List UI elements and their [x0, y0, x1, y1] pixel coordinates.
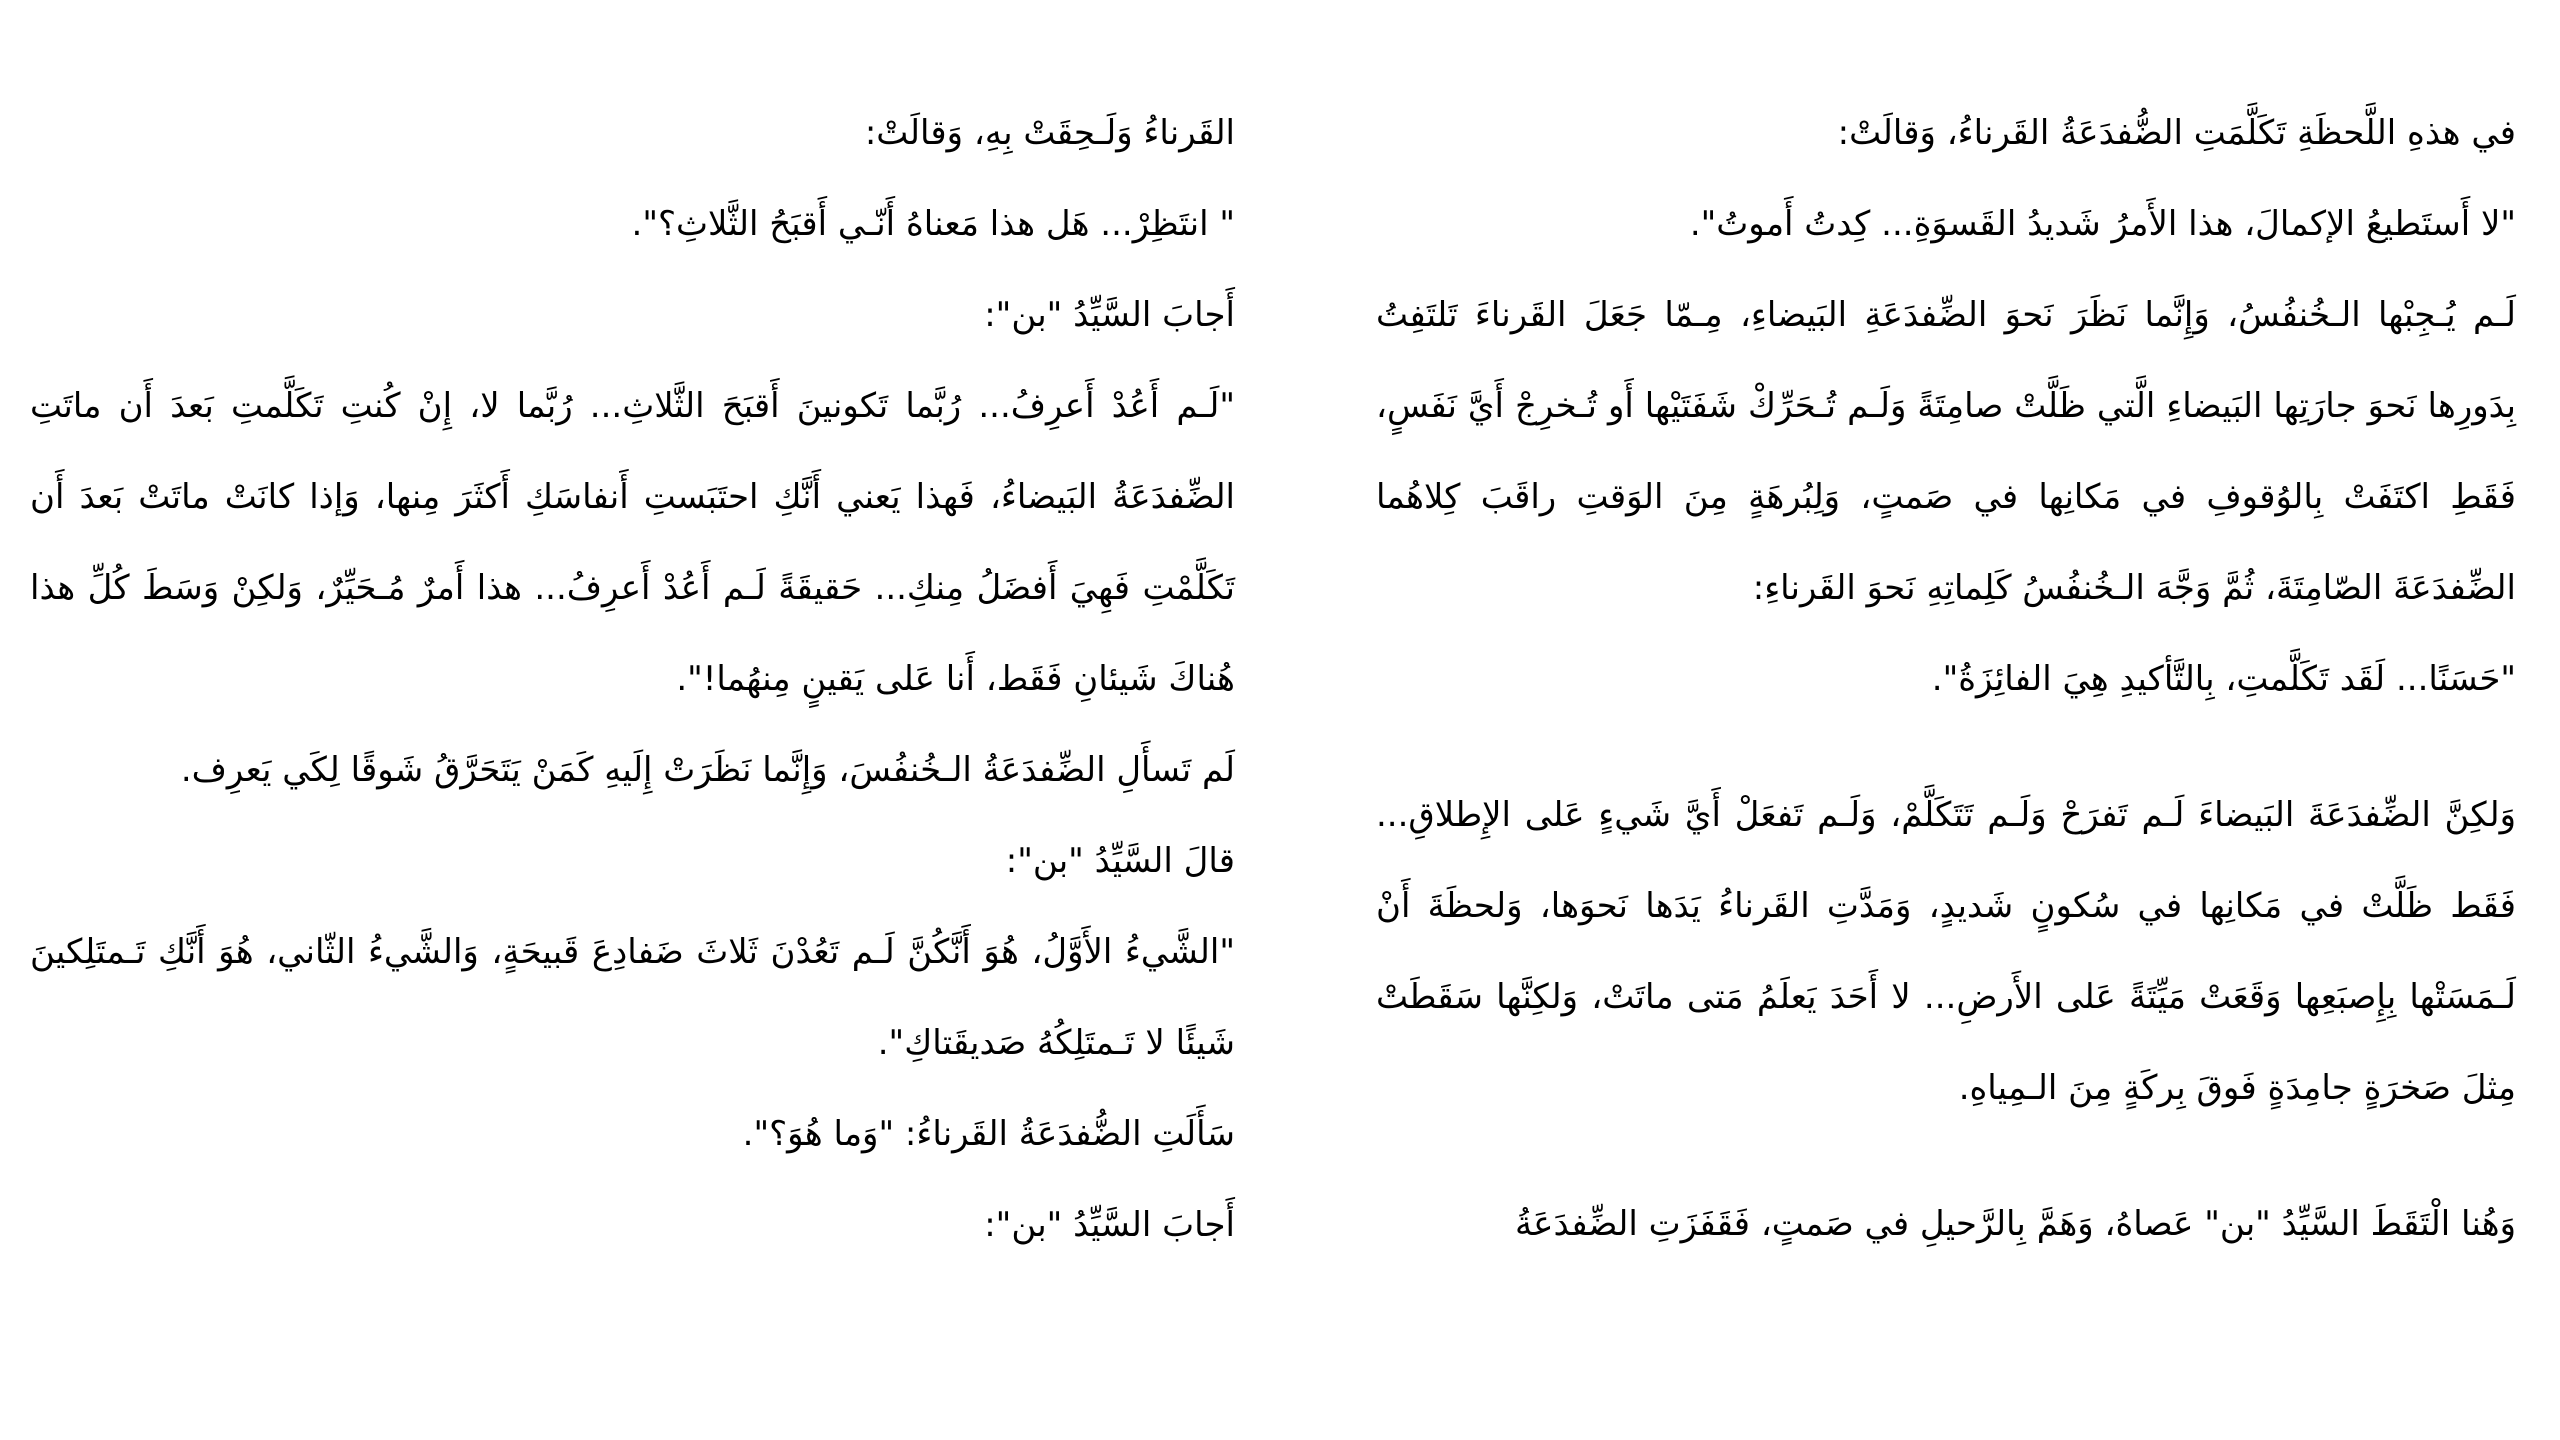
left-page-text	[30, 88, 1235, 1271]
paragraph-gap	[1376, 725, 2516, 770]
right-page-text	[1376, 88, 2516, 1270]
paragraph: قالَ السَّيِّدُ "بن":	[1005, 841, 1235, 881]
paragraph: " انتَظِرْ... هَل هذا مَعناهُ أَنّـي أَقبَحُ الثَّلاثِ؟".	[631, 204, 1235, 244]
paragraph: وَهُنا الْتَقَطَ السَّيِّدُ "بن" عَصاهُ، وَهَمَّ بِالرَّحيلِ في صَمتٍ، فَقَفَزَتِ الضِّفدَعَةُ	[1514, 1204, 2516, 1244]
paragraph: في هذهِ اللَّحظَةِ تَكَلَّمَتِ الضُّفدَعَةُ القَرناءُ، وَقالَتْ:	[1837, 113, 2516, 153]
paragraph: لَم تَسأَلِ الضِّفدَعَةُ الـخُنفُسَ، وَإِنَّما نَظَرَتْ إِلَيهِ كَمَنْ يَتَحَرَّقُ شَوقًا لِكَي يَعرِف.	[180, 750, 1235, 790]
paragraph: "لا أَستَطيعُ الإكمالَ، هذا الأَمرُ شَديدُ القَسوَةِ... كِدتُ أَموتُ".	[1689, 204, 2516, 244]
paragraph: سَأَلَتِ الضُّفدَعَةُ القَرناءُ: "وَما هُوَ؟".	[742, 1114, 1235, 1154]
paragraph: "الشَّيءُ الأَوَّلُ، هُوَ أَنَّكُنَّ لَـم تَعُدْنَ ثَلاثَ ضَفادِعَ قَبيحَةٍ، وَالشَّيءُ الثّاني، هُوَ أَنَّكِ تَـمتَلِكينَ شَيئًا لا تَـمتَلِكُهُ صَديقَتاكِ".	[30, 932, 1235, 1063]
paragraph: "لَـم أَعُدْ أَعرِفُ... رُبَّما تَكونينَ أَقبَحَ الثَّلاثِ... رُبَّما لا، إِنْ كُنتِ تَكَلَّمتِ بَعدَ أَن ماتَتِ الضِّفدَعَةُ البَيضاءُ، فَهذا يَعني أَنَّكِ احتَبَستِ أَنفاسَكِ أَكثَرَ مِنها، وَإذا كانَتْ ماتَتْ بَعدَ أَن تَكَلَّمْتِ فَهِيَ أَفضَلُ مِنكِ... حَقيقَةً لَـم أَعُدْ أَعرِفُ... هذا أَمرٌ مُـحَيِّرٌ، وَلكِنْ وَسَطَ كُلِّ هذا هُناكَ شَيئانِ فَقَط، أَنا عَلى يَقينٍ مِنهُما!".	[30, 386, 1235, 699]
paragraph: وَلكِنَّ الضِّفدَعَةَ البَيضاءَ لَـم تَفرَحْ وَلَـم تَتَكَلَّمْ، وَلَـم تَفعَلْ أَيَّ شَيءٍ عَلى الإِطلاقِ... فَقَط ظَلَّتْ في مَكانِها في سُكونٍ شَديدٍ، وَمَدَّتِ القَرناءُ يَدَها نَحوَها، وَلحظَةَ أَنْ لَـمَسَتْها بِإِصبَعِها وَقَعَتْ مَيِّتَةً عَلى الأَرضِ... لا أَحَدَ يَعلَمُ مَتى ماتَتْ، وَلكِنَّها سَقَطَتْ مِثلَ صَخرَةٍ جامِدَةٍ فَوقَ بِركَةٍ مِنَ الـمِياهِ.	[1376, 795, 2516, 1108]
paragraph: "حَسَنًا... لَقَد تَكَلَّمتِ، بِالتَّأكيدِ هِيَ الفائِزَةُ".	[1931, 659, 2516, 699]
paragraph: القَرناءُ وَلَـحِقَتْ بِهِ، وَقالَتْ:	[864, 113, 1235, 153]
paragraph-gap	[1376, 1134, 2516, 1179]
paragraph: أَجابَ السَّيِّدُ "بن":	[984, 295, 1235, 335]
paragraph: لَـم يُـجِبْها الـخُنفُسُ، وَإِنَّما نَظَرَ نَحوَ الضِّفدَعَةِ البَيضاءِ، مِـمّا جَعَلَ القَرناءَ تَلتَفِتُ بِدَورِها نَحوَ جارَتِها البَيضاءِ الَّتي ظَلَّتْ صامِتَةً وَلَـم تُـحَرِّكْ شَفَتَيْها أَو تُـخرِجْ أَيَّ نَفَسٍ، فَقَطِ اكتَفَتْ بِالوُقوفِ في مَكانِها في صَمتٍ، وَلِبُرهَةٍ مِنَ الوَقتِ راقَبَ كِلاهُما الضِّفدَعَةَ الصّامِتَةَ، ثُمَّ وَجَّهَ الـخُنفُسُ كَلِماتِهِ نَحوَ القَرناءِ:	[1376, 295, 2516, 608]
paragraph: أَجابَ السَّيِّدُ "بن":	[984, 1205, 1235, 1245]
